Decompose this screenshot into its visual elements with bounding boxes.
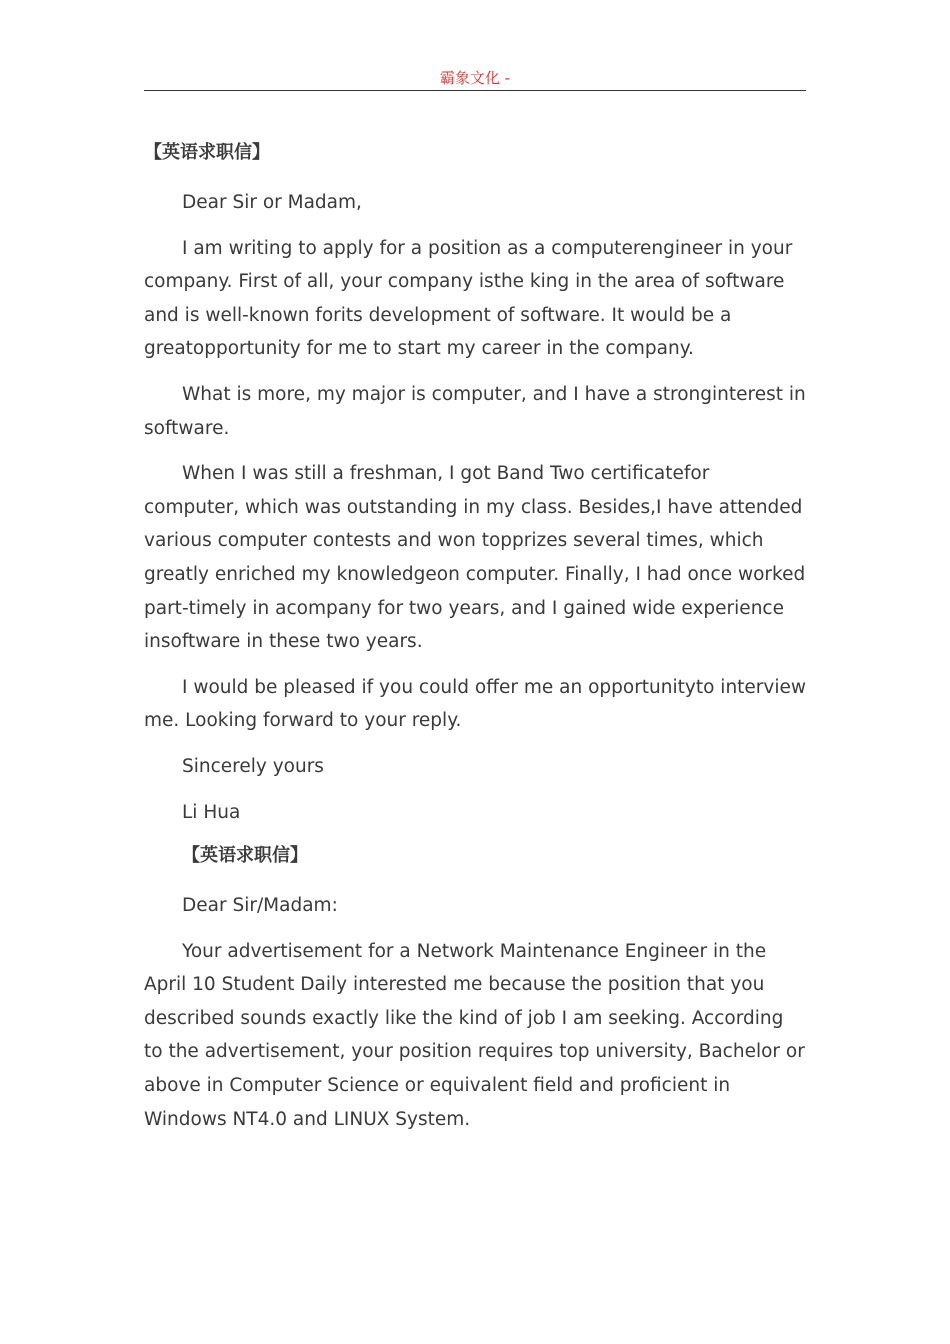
document-body <box>144 138 806 1148</box>
section-heading: 【英语求职信】 <box>144 142 270 163</box>
paragraph: I am writing to apply for a position as a computerengineer in your company. First of all, your company isthe king in the area of software and is well-known forits development of software. It would be a greatopportunity for me to start my career in the company. <box>144 237 793 360</box>
paragraph: I would be pleased if you could offer me an opportunityto interview me. Looking forward to your reply. <box>144 676 807 732</box>
salutation: Dear Sir/Madam: <box>182 895 338 917</box>
signature-name: Li Hua <box>182 801 241 823</box>
header-text: 霸象文化 - <box>439 69 511 87</box>
paragraph: When I was still a freshman, I got Band Two certificatefor computer, which was outstanding in my class. Besides,I have attended various computer contests and won topprizes several times, which greatly enriched my knowledgeon computer. Finally, I had once worked part-timely in acompany for two years, and I gained wide experience insoftware in these two years. <box>144 463 806 653</box>
closing: Sincerely yours <box>182 755 324 777</box>
section-heading: 【英语求职信】 <box>182 845 308 867</box>
paragraph: What is more, my major is computer, and I have a stronginterest in software. <box>144 383 806 439</box>
page-header <box>144 66 806 91</box>
paragraph: Your advertisement for a Network Maintenance Engineer in the April 10 Student Daily interested me because the position that you described sounds exactly like the kind of job I am seeking. According to the advertisement, your position requires top university, Bachelor or above in Computer Science or equivalent field and proficient in Windows NT4.0 and LINUX System. <box>144 940 805 1130</box>
salutation: Dear Sir or Madam, <box>182 192 362 213</box>
